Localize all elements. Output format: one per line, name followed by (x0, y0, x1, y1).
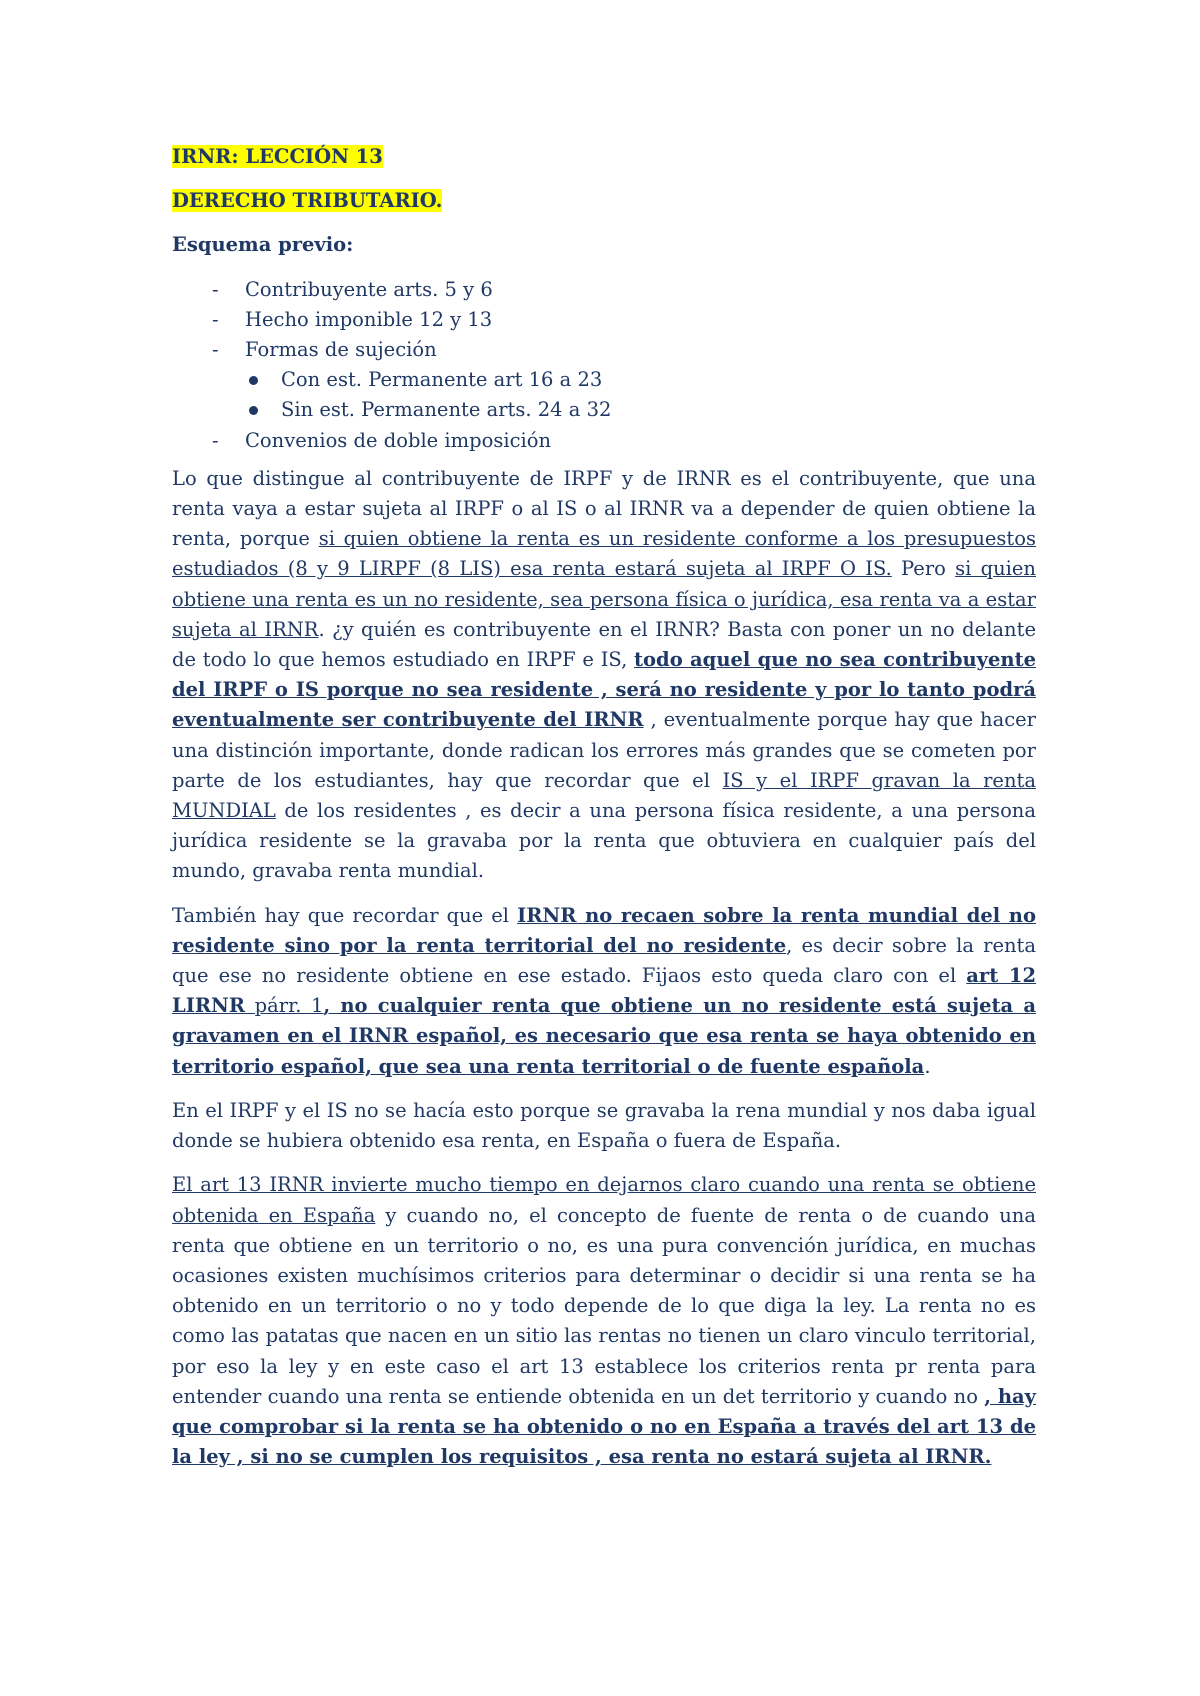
paragraph-contribuyente: Lo que distingue al contribuyente de IRPF y de IRNR es el contribuyente, que una renta vaya a estar sujeta al IRPF o al IS o al IRNR va a depender de quien obtiene la renta, porque si quien obtiene la renta es un residente conforme a los presupuestos estudiados (8 y 9 LIRPF (8 LIS) esa renta estará sujeta al IRPF O IS. Pero si quien obtiene una renta es un no residente, sea persona física o jurídica, esa renta va a estar sujeta al IRNR. ¿y quién es contribuyente en el IRNR? Basta con poner un no delante de todo lo que hemos estudiado en IRPF e IS, todo aquel que no sea contribuyente del IRPF o IS porque no sea residente , será no residente y por lo tanto podrá eventualmente ser contribuyente del IRNR , eventualmente porque hay que hacer una distinción importante, donde radican los errores más grandes que se cometen por parte de los estudiantes, hay que recordar que el IS y el IRPF gravan la renta MUNDIAL de los residentes , es decir a una persona física residente, a una persona jurídica residente se la gravaba por la renta que obtuviera en cualquier país del mundo, gravaba renta mundial. (172, 466, 1037, 883)
sub-list-item: Sin est. Permanente arts. 24 a 32 (245, 395, 1036, 425)
subject-title: DERECHO TRIBUTARIO. (172, 189, 443, 213)
schema-list (172, 275, 1036, 456)
document-body (172, 142, 1036, 1486)
paragraph-renta-mundial: En el IRPF y el IS no se hacía esto porque se gravaba la rena mundial y nos daba igual donde se hubiera obtenido esa renta, en España o fuera de España. (172, 1098, 1036, 1153)
paragraph-renta-territorial: También hay que recordar que el IRNR no recaen sobre la renta mundial del no residente sino por la renta territorial del no residente, es decir sobre la renta que ese no residente obtiene en ese estado. Fijaos esto queda claro con el art 12 LIRNR párr. 1, no cualquier renta que obtiene un no residente está sujeta a gravamen en el IRNR español, es necesario que esa renta se haya obtenido en territorio español, que sea una renta territorial o de fuente española. (172, 903, 1037, 1078)
list-item: - Contribuyente arts. 5 y 6 (172, 275, 1036, 305)
schema-label: Esquema previo: (172, 233, 354, 257)
sub-list (245, 365, 1036, 425)
list-item: - Formas de sujeción Con est. Permanente art 16 a 23 Sin est. Permanente arts. 24 a 32 (172, 335, 1036, 426)
lesson-title: IRNR: LECCIÓN 13 (172, 145, 383, 168)
paragraph-art-13: El art 13 IRNR invierte mucho tiempo en dejarnos claro cuando una renta se obtiene obtenida en España y cuando no, el concepto de fuente de renta o de cuando una renta que obtiene en un territorio o no, es una pura convención jurídica, en muchas ocasiones existen muchísimos criterios para determinar o decidir si una renta se ha obtenido en un territorio o no y todo depende de lo que diga la ley. La renta no es como las patatas que nacen en un sitio las rentas no tienen un claro vinculo territorial, por eso la ley y en este caso el art 13 establece los criterios renta pr renta para entender cuando una renta se entiende obtenida en un det territorio y cuando no , hay que comprobar si la renta se ha obtenido o no en España a través del art 13 de la ley , si no se cumplen los requisitos , esa renta no estará sujeta al IRNR. (172, 1173, 1036, 1469)
list-item: - Hecho imponible 12 y 13 (172, 305, 1036, 335)
list-item: - Convenios de doble imposición (172, 426, 1036, 456)
sub-list-item: Con est. Permanente art 16 a 23 (245, 365, 1036, 395)
